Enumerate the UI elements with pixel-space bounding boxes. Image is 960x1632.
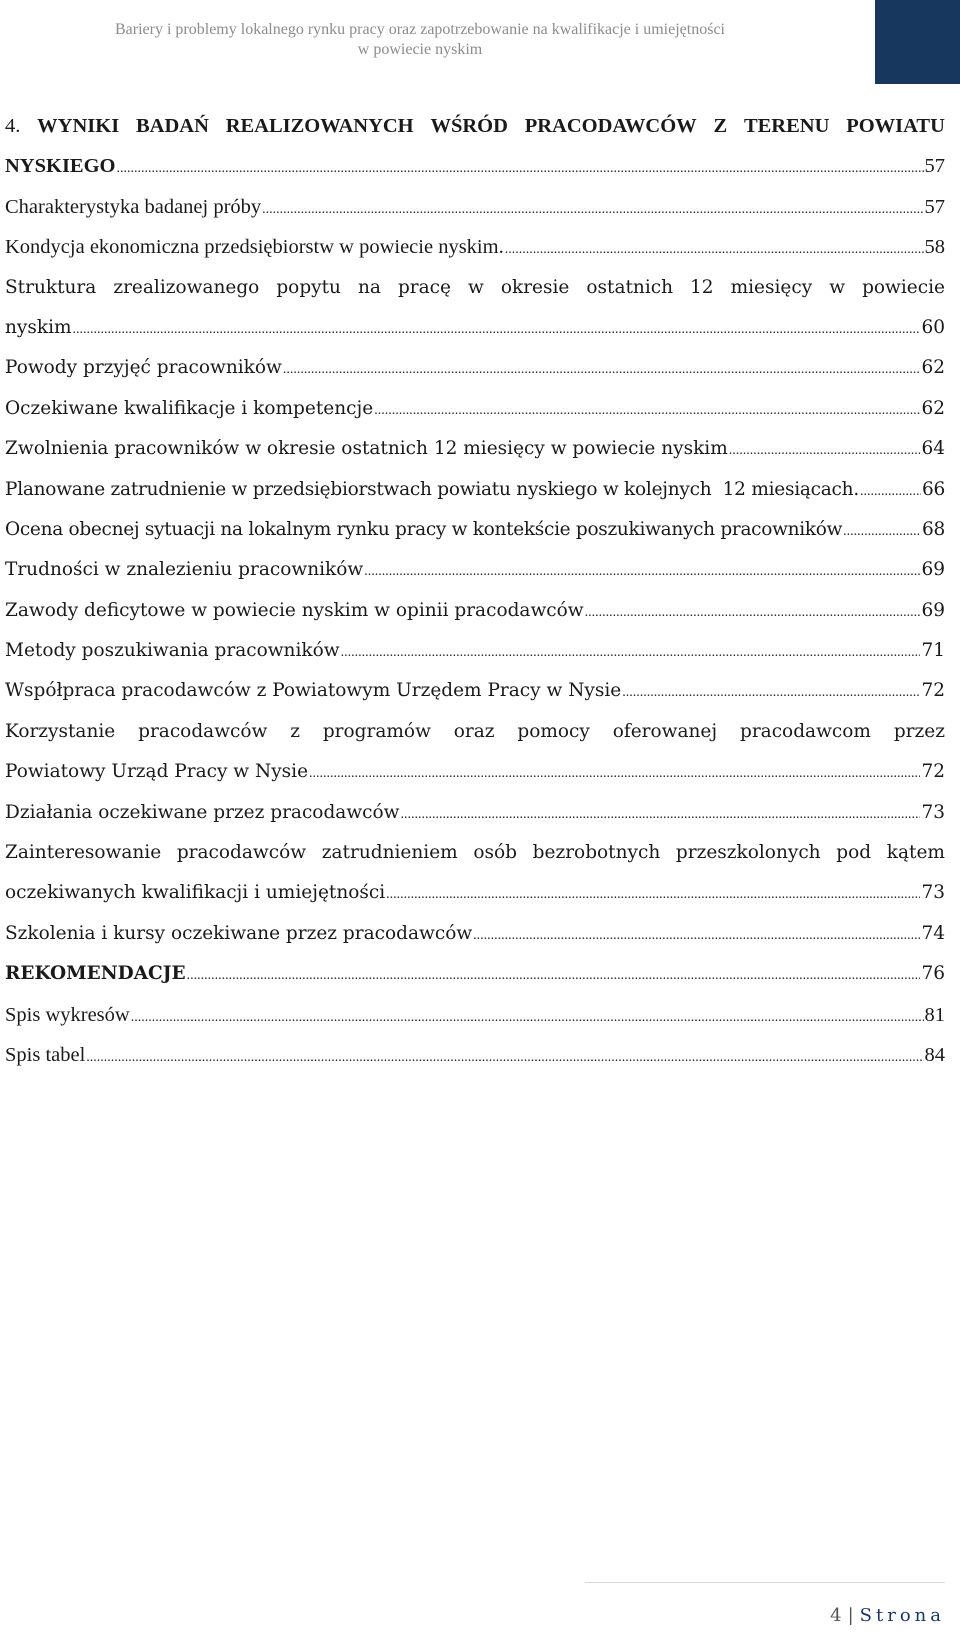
toc-word: oraz	[453, 720, 495, 742]
page-number: 64	[921, 438, 945, 460]
dot-leader	[860, 470, 921, 512]
toc-word: REALIZOWANYCH	[225, 115, 414, 137]
toc-entry-title: Planowane zatrudnienie w przedsiębiorstwach powiatu nyskiego w kolejnych 12 miesiącach.	[5, 478, 859, 500]
toc-entry-line-2	[5, 308, 945, 348]
toc-word: PRACODAWCÓW	[524, 115, 697, 137]
dot-leader	[117, 146, 924, 189]
toc-entry-zainteresowanie[interactable]	[5, 833, 945, 914]
toc-entry-spis-wykresow[interactable]	[5, 995, 945, 1035]
toc-word: pomocy	[517, 720, 590, 742]
toc-entry-title: Spis wykresów	[5, 1003, 130, 1026]
toc-word: bezrobotnych	[532, 842, 661, 864]
toc-entry-spis-tabel[interactable]	[5, 1035, 945, 1075]
page-number: 72	[921, 680, 945, 702]
page-number: 74	[921, 922, 945, 944]
page-number: 73	[921, 882, 945, 904]
page-number: 84	[924, 1043, 945, 1066]
toc-entry-zawody-deficytowe[interactable]	[5, 591, 945, 631]
toc-entry-title: nyskim	[5, 316, 72, 338]
toc-entry-section-4[interactable]	[5, 106, 945, 187]
dot-leader	[131, 995, 924, 1038]
toc-entry-line-2	[5, 873, 945, 913]
toc-entry-metody-poszukiwania[interactable]	[5, 631, 945, 671]
dot-leader	[309, 752, 920, 794]
dot-leader	[505, 227, 924, 270]
toc-entry-wspolpraca[interactable]	[5, 671, 945, 711]
toc-word: popytu	[276, 276, 341, 298]
page-number: 73	[921, 801, 945, 823]
page-number: 69	[921, 599, 945, 621]
toc-word: zatrudnieniem	[321, 842, 458, 864]
toc-entry-charakterystyka[interactable]	[5, 187, 945, 227]
toc-word: BADAŃ	[135, 115, 209, 137]
dot-leader	[341, 631, 921, 673]
toc-entry-title: Zawody deficytowe w powiecie nyskim w opinii pracodawców	[5, 599, 584, 621]
toc-word: pod	[836, 842, 872, 864]
toc-word: TERENU	[743, 115, 830, 137]
toc-entry-title: Spis tabel	[5, 1043, 86, 1066]
toc-entry-title: Ocena obecnej sytuacji na lokalnym rynku pracy w kontekście poszukiwanych pracowników	[5, 518, 843, 540]
page-number: 62	[921, 397, 945, 419]
toc-entry-zwolnienia[interactable]	[5, 429, 945, 469]
dot-leader	[73, 308, 921, 350]
toc-entry-line-1	[5, 712, 945, 752]
toc-entry-title: Kondycja ekonomiczna przedsiębiorstw w powiecie nyskim.	[5, 236, 504, 259]
toc-word: miesięcy	[730, 276, 813, 298]
toc-entry-kondycja[interactable]	[5, 227, 945, 267]
toc-entry-korzystanie[interactable]	[5, 712, 945, 793]
toc-word: przez	[893, 720, 945, 742]
toc-entry-oczekiwane-kwalifikacje[interactable]	[5, 389, 945, 429]
page-number: 57	[924, 155, 945, 178]
toc-entry-line-1	[5, 106, 945, 146]
toc-word: pracę	[397, 276, 451, 298]
page-number: 69	[921, 559, 945, 581]
page-number: 76	[921, 963, 945, 985]
footer-rule	[585, 1582, 945, 1583]
toc-entry-title: Współpraca pracodawców z Powiatowym Urzędem Pracy w Nysie	[5, 680, 622, 702]
toc-word: oferowanej	[612, 720, 718, 742]
toc-word: 12	[690, 276, 714, 298]
dot-leader	[473, 914, 920, 956]
dot-leader	[729, 429, 921, 471]
toc-word: Struktura	[5, 276, 97, 298]
toc-word: WŚRÓD	[430, 115, 508, 137]
toc-entry-powody-przyjec[interactable]	[5, 348, 945, 388]
page-number: 57	[924, 195, 945, 218]
toc-entry-title: Powody przyjęć pracowników	[5, 357, 282, 379]
toc-entry-line-2	[5, 752, 945, 792]
toc-word: powiecie	[862, 276, 945, 298]
toc-entry-title: Działania oczekiwane przez pracodawców	[5, 801, 400, 823]
page-number: 68	[922, 518, 945, 540]
toc-word: w	[829, 276, 846, 298]
toc-entry-title: NYSKIEGO	[5, 155, 116, 178]
toc-word: osób	[473, 842, 517, 864]
toc-entry-line-2	[5, 146, 945, 186]
running-header-line-2: w powiecie nyskim	[357, 41, 483, 58]
toc-entry-title: Charakterystyka badanej próby	[5, 195, 262, 218]
toc-word: z	[290, 720, 300, 742]
page-number: 58	[924, 236, 945, 259]
toc-entry-line-1	[5, 833, 945, 873]
toc-word: pracodawcom	[739, 720, 871, 742]
toc-word: na	[357, 276, 381, 298]
toc-word: Korzystanie	[5, 720, 116, 742]
toc-word: kątem	[886, 842, 945, 864]
footer-page-number: 4	[830, 1605, 842, 1626]
page-number: 71	[921, 640, 945, 662]
toc-word: Zainteresowanie	[5, 842, 162, 864]
toc-word: POWIATU	[846, 115, 945, 137]
dot-leader	[585, 591, 921, 633]
toc-entry-planowane-zatrudnienie[interactable]	[5, 470, 945, 510]
dot-leader	[386, 873, 920, 915]
toc-word: przeszkolonych	[675, 842, 821, 864]
dot-leader	[401, 793, 921, 835]
toc-entry-ocena-sytuacji[interactable]	[5, 510, 945, 550]
dot-leader	[187, 954, 921, 996]
table-of-contents	[5, 106, 945, 1075]
toc-entry-trudnosci[interactable]	[5, 550, 945, 590]
dot-leader	[283, 348, 921, 390]
page-number: 81	[924, 1003, 945, 1026]
dot-leader	[86, 1035, 923, 1078]
toc-entry-line-1	[5, 268, 945, 308]
toc-entry-title: Powiatowy Urząd Pracy w Nysie	[5, 761, 309, 783]
page-number: 62	[921, 357, 945, 379]
dot-leader	[364, 550, 920, 592]
toc-word: pracodawców	[176, 842, 307, 864]
dot-leader	[262, 187, 923, 230]
header-accent-block	[875, 0, 960, 84]
running-header-line-1: Bariery i problemy lokalnego rynku pracy oraz zapotrzebowanie na kwalifikacje i umiejętności	[115, 21, 725, 38]
page-number: 66	[921, 478, 945, 500]
running-header	[0, 20, 840, 60]
page-footer	[830, 1605, 945, 1627]
page-number: 60	[921, 316, 945, 338]
toc-entry-title: Zwolnienia pracowników w okresie ostatnich 12 miesięcy w powiecie nyskim	[5, 438, 728, 460]
toc-entry-struktura[interactable]	[5, 268, 945, 349]
toc-entry-title: Szkolenia i kursy oczekiwane przez pracodawców	[5, 922, 473, 944]
toc-entry-title: Oczekiwane kwalifikacje i kompetencje	[5, 397, 374, 419]
toc-word: w	[468, 276, 484, 298]
dot-leader	[374, 389, 920, 431]
dot-leader	[622, 671, 920, 713]
toc-word: WYNIKI	[37, 115, 120, 137]
toc-word: zrealizowanego	[113, 276, 260, 298]
footer-label: Strona	[859, 1605, 945, 1626]
toc-word: ostatnich	[586, 276, 674, 298]
toc-word: okresie	[500, 276, 570, 298]
toc-entry-rekomendacje[interactable]	[5, 954, 945, 994]
toc-entry-title: Metody poszukiwania pracowników	[5, 640, 340, 662]
toc-entry-dzialania[interactable]	[5, 793, 945, 833]
toc-word: programów	[322, 720, 431, 742]
toc-word: Z	[713, 115, 728, 137]
page-number: 72	[921, 761, 945, 783]
toc-word: pracodawców	[138, 720, 268, 742]
dot-leader	[843, 510, 921, 552]
toc-entry-szkolenia[interactable]	[5, 914, 945, 954]
footer-separator: |	[847, 1605, 854, 1626]
toc-entry-title: Trudności w znalezieniu pracowników	[5, 559, 364, 581]
section-number: 4.	[5, 115, 21, 137]
toc-entry-title: REKOMENDACJE	[5, 963, 186, 985]
toc-entry-title: oczekiwanych kwalifikacji i umiejętności	[5, 882, 386, 904]
